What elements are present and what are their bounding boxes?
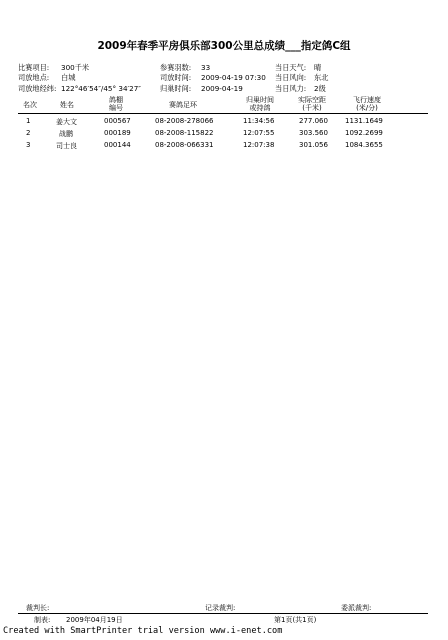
coords-value: 122°46′54″/45° 34′27″ [61, 84, 141, 93]
col-speed-header [340, 96, 394, 112]
coords-label: 司放地经纬: [18, 84, 57, 93]
release-place-label: 司放地点: [18, 73, 50, 82]
watermark: Created with SmartPrinter trial version www.i-enet.com [3, 626, 283, 636]
wind-force-label: 当日风力: [275, 84, 307, 93]
col-loft-header-top: 鸽棚 [109, 96, 123, 104]
col-arrival-header [238, 96, 282, 112]
col-arrival-header-top: 归巢时间 [246, 96, 274, 104]
cell-speed: 1092.2699 [345, 129, 383, 137]
cell-band: 08-2008-115822 [155, 129, 214, 137]
col-loft-header [96, 96, 136, 112]
cell-time: 12:07:38 [243, 141, 275, 149]
release-time-label: 司放时间: [160, 73, 192, 82]
col-name-header: 姓名 [60, 101, 74, 109]
race-item-label: 比赛项目: [18, 63, 50, 72]
weather-value: 晴 [314, 63, 322, 72]
cell-speed: 1084.3655 [345, 141, 383, 149]
return-time-value: 2009-04-19 [201, 84, 243, 93]
col-distance-header [290, 96, 334, 112]
col-loft-header-bottom: 编号 [109, 104, 123, 112]
cell-loft: 000144 [104, 141, 131, 149]
col-speed-header-top: 飞行速度 [353, 96, 381, 104]
col-arrival-header-bottom: 或持鸽 [249, 104, 271, 112]
entries-value: 33 [201, 63, 211, 72]
page-number: 第1页(共1页) [274, 616, 317, 624]
entries-label: 参赛羽数: [160, 63, 192, 72]
recorder-label: 记录裁判: [205, 604, 236, 612]
cell-name: 司士良 [56, 142, 77, 150]
col-distance-header-top: 实际空距 [298, 96, 326, 104]
cell-band: 08-2008-278066 [155, 117, 214, 125]
col-distance-header-bottom: (千米) [302, 104, 322, 112]
release-place-value: 白城 [61, 73, 76, 82]
cell-rank: 1 [26, 117, 31, 125]
referee-chief-label: 裁判长: [26, 604, 50, 612]
col-rank-header: 名次 [23, 101, 37, 109]
cell-name: 姜大文 [56, 118, 77, 126]
cell-name: 战鹏 [59, 130, 73, 138]
header-divider [18, 113, 428, 114]
cell-time: 12:07:55 [243, 129, 275, 137]
cell-distance: 303.560 [299, 129, 328, 137]
made-by-label: 制表: [34, 616, 51, 624]
return-time-label: 归巢时间: [160, 84, 192, 93]
weather-label: 当日天气: [275, 63, 307, 72]
cell-loft: 000189 [104, 129, 131, 137]
cell-rank: 3 [26, 141, 31, 149]
wind-dir-label: 当日风向: [275, 73, 307, 82]
cell-distance: 301.056 [299, 141, 328, 149]
dispatcher-label: 委派裁判: [341, 604, 372, 612]
release-time-value: 2009-04-19 07:30 [201, 73, 266, 82]
cell-rank: 2 [26, 129, 31, 137]
wind-force-value: 2级 [314, 84, 326, 93]
cell-distance: 277.060 [299, 117, 328, 125]
col-speed-header-bottom: (米/分) [356, 104, 378, 112]
cell-loft: 000567 [104, 117, 131, 125]
made-date: 2009年04月19日 [66, 616, 123, 624]
cell-speed: 1131.1649 [345, 117, 383, 125]
report-title: 2009年春季平房俱乐部300公里总成绩___指定鸽C组 [97, 40, 351, 52]
wind-dir-value: 东北 [314, 73, 329, 82]
col-band-header: 赛鸽足环 [169, 101, 197, 109]
footer-divider [18, 613, 428, 614]
cell-band: 08-2008-066331 [155, 141, 214, 149]
cell-time: 11:34:56 [243, 117, 275, 125]
race-item-value: 300千米 [61, 63, 90, 72]
